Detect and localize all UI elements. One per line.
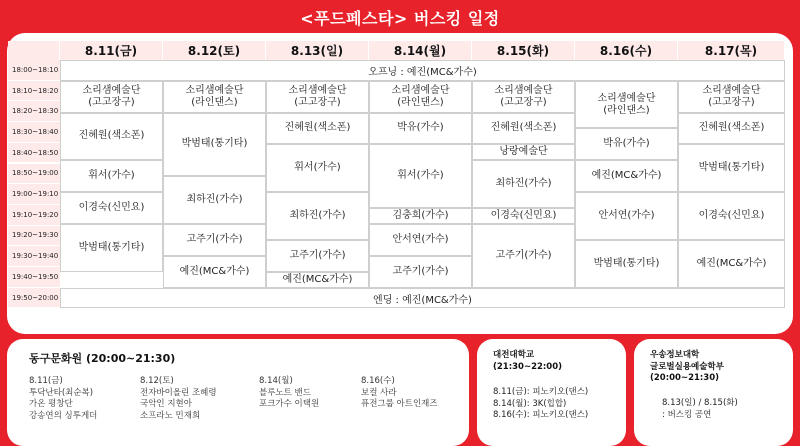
performance-cell: 예진(MC&가수)	[678, 240, 785, 288]
date-header: 8.14(월)	[369, 41, 472, 60]
performance-cell: 소리샘예술단 (고고장구)	[60, 81, 163, 113]
time-slot: 19:20~19:30	[8, 226, 60, 247]
performance-cell: 안서연(가수)	[575, 192, 678, 240]
performance-cell: 고주기(가수)	[472, 224, 575, 288]
performance-cell: 고주기(가수)	[266, 240, 369, 272]
performance-cell: 최하진(가수)	[266, 192, 369, 240]
performance-cell: 소리샘예술단 (라인댄스)	[369, 81, 472, 113]
donggu-col-0811: 8.11(금) 투닥난타(최순복) 가온 평창단 강송연의 싱투게더	[29, 376, 98, 421]
performance-cell: 진혜원(색소폰)	[678, 113, 785, 145]
performance-cell: 고주기(가수)	[163, 224, 266, 256]
performance-cell: 고주기(가수)	[369, 256, 472, 288]
date-header: 8.12(토)	[163, 41, 266, 60]
donggu-col-0816: 8.16(수) 보컬 사라 퓨전그룹 아트인재즈	[361, 376, 438, 409]
performance-cell: 박범태(통기타)	[575, 240, 678, 288]
time-slot: 18:20~18:30	[8, 101, 60, 122]
performance-cell: 박범태(통기타)	[678, 144, 785, 192]
daejeon-title: 대전대학교 (21:30~22:00)	[493, 350, 563, 372]
performance-cell: 휘서(가수)	[60, 160, 163, 192]
date-header: 8.17(목)	[678, 41, 785, 60]
time-slot: 18:10~18:20	[8, 81, 60, 102]
time-slot: 19:40~19:50	[8, 267, 60, 288]
performance-cell: 낭랑예술단	[472, 144, 575, 160]
performance-cell: 이경숙(신민요)	[60, 192, 163, 224]
performance-cell: 예진(MC&가수)	[575, 160, 678, 192]
performance-cell: 이경숙(신민요)	[678, 192, 785, 240]
performance-cell: 소리샘예술단 (라인댄스)	[575, 81, 678, 129]
performance-cell: 진혜원(색소폰)	[60, 113, 163, 161]
performance-cell: 김충희(가수)	[369, 208, 472, 224]
performance-cell: 휘서(가수)	[369, 144, 472, 208]
performance-cell: 진혜원(색소폰)	[266, 113, 369, 145]
performance-cell: 최하진(가수)	[163, 176, 266, 224]
performance-cell: 예진(MC&가수)	[163, 256, 266, 288]
performance-cell: 박유(가수)	[369, 113, 472, 145]
time-slot: 19:00~19:10	[8, 184, 60, 205]
performance-cell: 소리샘예술단 (고고장구)	[266, 81, 369, 113]
date-header: 8.16(수)	[575, 41, 678, 60]
performance-cell: 안서연(가수)	[369, 224, 472, 256]
time-slot: 18:00~18:10	[8, 60, 60, 81]
woosong-title: 우송정보대학 글로벌실용예술학부 (20:00~21:30)	[650, 350, 724, 383]
performance-cell: 소리샘예술단 (고고장구)	[472, 81, 575, 113]
daejeon-panel	[477, 339, 626, 446]
ending-row: 엔딩 : 예진(MC&가수)	[60, 288, 785, 309]
time-slot: 19:30~19:40	[8, 246, 60, 267]
page-title: <푸드페스타> 버스킹 일정	[300, 8, 500, 28]
time-slot: 18:40~18:50	[8, 143, 60, 164]
woosong-panel	[634, 339, 793, 446]
performance-cell: 박범태(통기타)	[163, 113, 266, 177]
donggu-title: 동구문화원 (20:00~21:30)	[29, 352, 176, 365]
time-slot: 19:10~19:20	[8, 205, 60, 226]
woosong-body: 8.13(일) / 8.15(화) : 버스킹 공연	[662, 398, 738, 420]
donggu-col-0812: 8.12(토) 전자바이올린 조혜령 국악인 지현아 소프라노 민재희	[140, 376, 217, 421]
performance-cell: 진혜원(색소폰)	[472, 113, 575, 145]
donggu-panel	[7, 339, 469, 446]
performance-cell: 이경숙(신민요)	[472, 208, 575, 224]
time-slot: 19:50~20:00	[8, 288, 60, 309]
corner-header	[8, 41, 60, 60]
date-header: 8.13(일)	[266, 41, 369, 60]
opening-row: 오프닝 : 예진(MC&가수)	[60, 60, 785, 81]
performance-cell: 최하진(가수)	[472, 160, 575, 208]
donggu-col-0814: 8.14(월) 블루노트 밴드 포크가수 이택원	[259, 376, 320, 409]
time-slot: 18:50~19:00	[8, 164, 60, 185]
daejeon-body: 8.11(금): 피노키오(댄스) 8.14(월): 3K(힙합) 8.16(수): 피노키오(댄스)	[493, 387, 589, 420]
performance-cell: 박유(가수)	[575, 128, 678, 160]
title-bar	[0, 0, 800, 34]
date-header: 8.15(화)	[472, 41, 575, 60]
date-header: 8.11(금)	[60, 41, 163, 60]
time-slot: 18:30~18:40	[8, 122, 60, 143]
performance-cell: 소리샘예술단 (고고장구)	[678, 81, 785, 113]
performance-cell: 박범태(통기타)	[60, 224, 163, 272]
performance-cell: 예진(MC&가수)	[266, 272, 369, 288]
performance-cell: 휘서(가수)	[266, 144, 369, 192]
performance-cell: 소리샘예술단 (라인댄스)	[163, 81, 266, 113]
